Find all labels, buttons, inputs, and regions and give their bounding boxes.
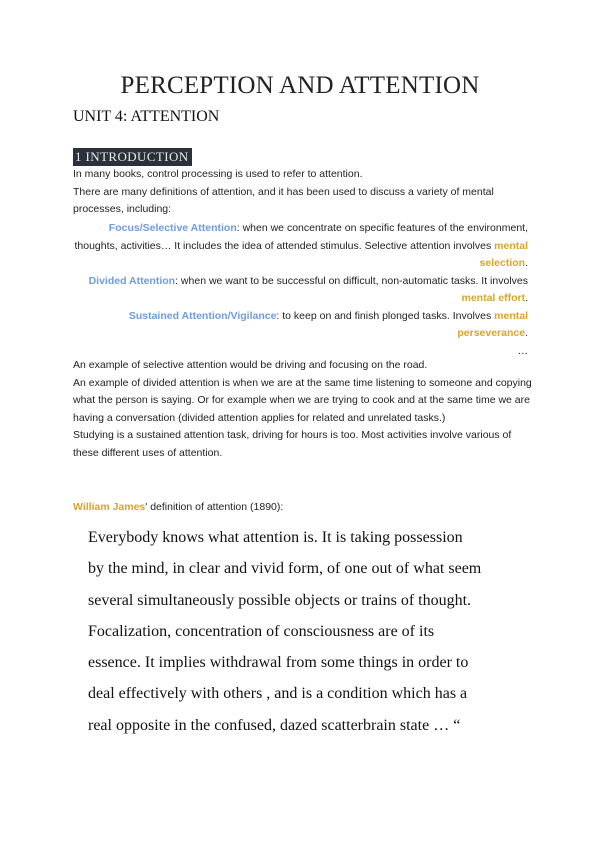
quote-line: real opposite in the confused, dazed scatterbrain state … “ bbox=[88, 716, 461, 734]
definition-keyword: mental perseverance bbox=[457, 309, 528, 339]
definition-keyword: mental selection bbox=[479, 239, 528, 269]
section-heading: 1 INTRODUCTION bbox=[73, 148, 192, 166]
intro-line: In many books, control processing is used to refer to attention. bbox=[73, 168, 363, 180]
intro-paragraph bbox=[73, 166, 533, 219]
definitions-list bbox=[73, 220, 528, 360]
unit-heading: UNIT 4: ATTENTION bbox=[73, 108, 220, 125]
author-suffix: ' definition of attention (1890): bbox=[145, 501, 284, 513]
definition-term: Focus/Selective Attention bbox=[108, 222, 237, 234]
example-line: Studying is a sustained attention task, driving for hours is too. Most activities involve various of these different uses of attention. bbox=[73, 429, 512, 459]
definition-end: . bbox=[525, 257, 528, 269]
examples-paragraph bbox=[73, 357, 533, 462]
quote-line: deal effectively with others , and is a condition which has a bbox=[88, 685, 468, 703]
ellipsis: … bbox=[517, 344, 528, 357]
definition-text: : when we concentrate on specific features of the environment, thoughts, activities… It includes the idea of attended stimulus. Selective attention involves bbox=[74, 222, 528, 252]
intro-line: There are many definitions of attention, and it has been used to discuss a variety of mental processes, including: bbox=[73, 185, 494, 215]
definition-keyword: mental effort bbox=[461, 292, 526, 304]
example-line: An example of selective attention would be driving and focusing on the road. bbox=[73, 359, 428, 371]
definition-text: : to keep on and finish plonged tasks. Involves bbox=[276, 309, 495, 322]
example-line: An example of divided attention is when we are at the same time listening to someone and copying what the person is saying. Or for example when we are trying to cook and at the same time we are having a conversation (divided attention applies for related and unrelated tasks.) bbox=[73, 376, 532, 424]
definition-term: Sustained Attention/Vigilance bbox=[128, 309, 277, 322]
quote-line: several simultaneously possible objects or trains of thought. bbox=[88, 591, 472, 609]
william-james-intro bbox=[73, 499, 283, 517]
author-name: William James bbox=[73, 501, 146, 513]
block-quote bbox=[88, 522, 528, 741]
definition-item bbox=[73, 308, 528, 343]
quote-line: by the mind, in clear and vivid form, of one out of what seem bbox=[88, 560, 482, 578]
definition-item bbox=[73, 220, 528, 273]
definition-term: Divided Attention bbox=[88, 274, 176, 287]
quote-line: Focalization, concentration of consciousness are of its bbox=[88, 622, 435, 640]
quote-line: Everybody knows what attention is. It is taking possession bbox=[88, 529, 463, 546]
definition-item bbox=[73, 273, 528, 308]
quote-line: essence. It implies withdrawal from some things in order to bbox=[88, 654, 469, 672]
definition-end: . bbox=[525, 327, 528, 339]
page-title: PERCEPTION AND ATTENTION bbox=[120, 72, 480, 99]
definition-end: . bbox=[525, 292, 528, 304]
definition-text: : when we want to be successful on difficult, non-automatic tasks. It involves bbox=[175, 274, 528, 287]
